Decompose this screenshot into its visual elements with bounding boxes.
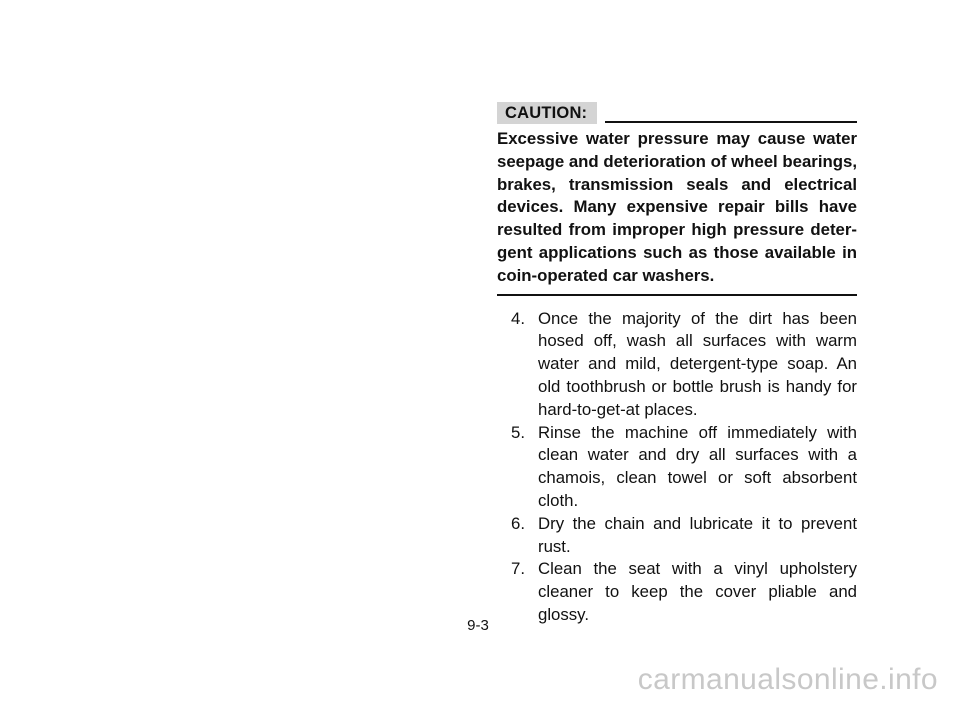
page-number (0, 617, 960, 634)
caution-line: brakes, transmission seals and electrical (497, 174, 857, 194)
caution-line: coin-operated car washers. (497, 265, 715, 285)
step-number: 7. (511, 559, 525, 579)
caution-line: Excessive water pressure may cause water (497, 129, 857, 148)
step-line: cloth. (538, 490, 579, 510)
step-line: cleaner to keep the cover pliable and (538, 582, 857, 602)
step-line: glossy. (538, 604, 589, 624)
list-item-step-6 (497, 513, 857, 559)
caution-header (497, 102, 857, 124)
step-number: 6. (511, 513, 525, 533)
caution-text (497, 128, 857, 288)
list-item-step-5 (497, 422, 857, 513)
step-number: 5. (511, 422, 525, 442)
page-number-text: 9-3 (467, 617, 489, 634)
caution-label: CAUTION: (497, 102, 597, 124)
caution-bottom-rule (497, 294, 857, 296)
list-item-step-4 (497, 308, 857, 422)
step-line: hard-to-get-at places. (538, 399, 698, 419)
step-line: rust. (538, 536, 571, 556)
step-line: hosed off, wash all surfaces with warm (538, 331, 857, 351)
step-line: clean water and dry all surfaces with a (538, 445, 857, 465)
steps-list (497, 308, 857, 627)
step-line: Clean the seat with a vinyl upholstery (538, 559, 857, 579)
caution-line: resulted from improper high pressure deter- (497, 220, 857, 240)
step-number: 4. (511, 308, 525, 328)
step-line: Rinse the machine off immediately with (538, 422, 857, 442)
step-line: old toothbrush or bottle brush is handy for (538, 376, 857, 396)
caution-line: gent applications such as those available in (497, 242, 857, 262)
step-line: Once the majority of the dirt has been (538, 308, 857, 328)
content-column (497, 102, 857, 627)
caution-top-rule (605, 121, 857, 123)
caution-line: devices. Many expensive repair bills have (497, 197, 857, 217)
step-line: chamois, clean towel or soft absorbent (538, 468, 857, 488)
watermark: carmanualsonline.info (637, 663, 938, 696)
step-line: Dry the chain and lubricate it to prevent (538, 513, 857, 533)
caution-line: seepage and deterioration of wheel bearings, (497, 151, 857, 171)
step-line: water and mild, detergent-type soap. An (538, 354, 857, 374)
